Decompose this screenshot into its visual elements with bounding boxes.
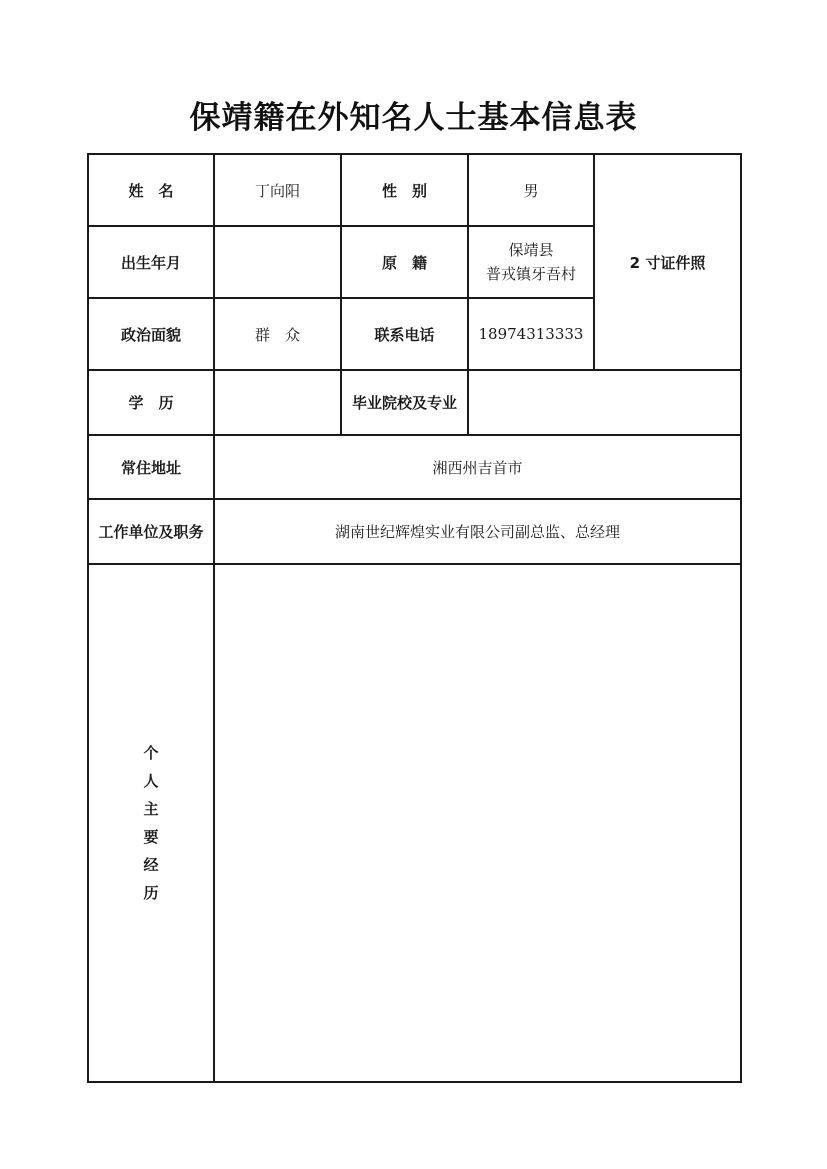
info-form-table [87, 153, 742, 1083]
experience-char: 历 [143, 884, 159, 902]
address-value: 湘西州吉首市 [214, 435, 741, 499]
name-label: 姓 名 [88, 154, 214, 226]
experience-value [214, 564, 741, 1082]
experience-label [88, 564, 214, 1082]
row-address [88, 435, 741, 499]
political-status-label: 政治面貌 [88, 298, 214, 370]
native-place-line2: 普戎镇牙吾村 [485, 265, 576, 283]
phone-value: 18974313333 [468, 298, 594, 370]
experience-char: 个 [143, 744, 159, 762]
address-label: 常住地址 [88, 435, 214, 499]
phone-label: 联系电话 [341, 298, 468, 370]
experience-char: 要 [143, 828, 159, 846]
work-unit-label: 工作单位及职务 [88, 499, 214, 564]
education-label: 学 历 [88, 370, 214, 435]
school-major-value [468, 370, 741, 435]
birth-value [214, 226, 341, 298]
native-place-line1: 保靖县 [508, 241, 554, 259]
native-place-label: 原 籍 [341, 226, 468, 298]
row-experience [88, 564, 741, 1082]
gender-label: 性 别 [341, 154, 468, 226]
row-name-gender [88, 154, 741, 226]
school-major-label: 毕业院校及专业 [341, 370, 468, 435]
birth-label: 出生年月 [88, 226, 214, 298]
gender-value: 男 [468, 154, 594, 226]
name-value: 丁向阳 [214, 154, 341, 226]
experience-char: 主 [143, 800, 159, 818]
native-place-value [468, 226, 594, 298]
experience-char: 经 [143, 856, 159, 874]
page-title: 保靖籍在外知名人士基本信息表 [189, 100, 638, 136]
education-value [214, 370, 341, 435]
row-education [88, 370, 741, 435]
photo-placeholder: 2 寸证件照 [594, 154, 741, 370]
work-unit-value: 湖南世纪辉煌实业有限公司副总监、总经理 [214, 499, 741, 564]
experience-char: 人 [143, 772, 159, 790]
political-status-value: 群 众 [214, 298, 341, 370]
row-work-unit [88, 499, 741, 564]
